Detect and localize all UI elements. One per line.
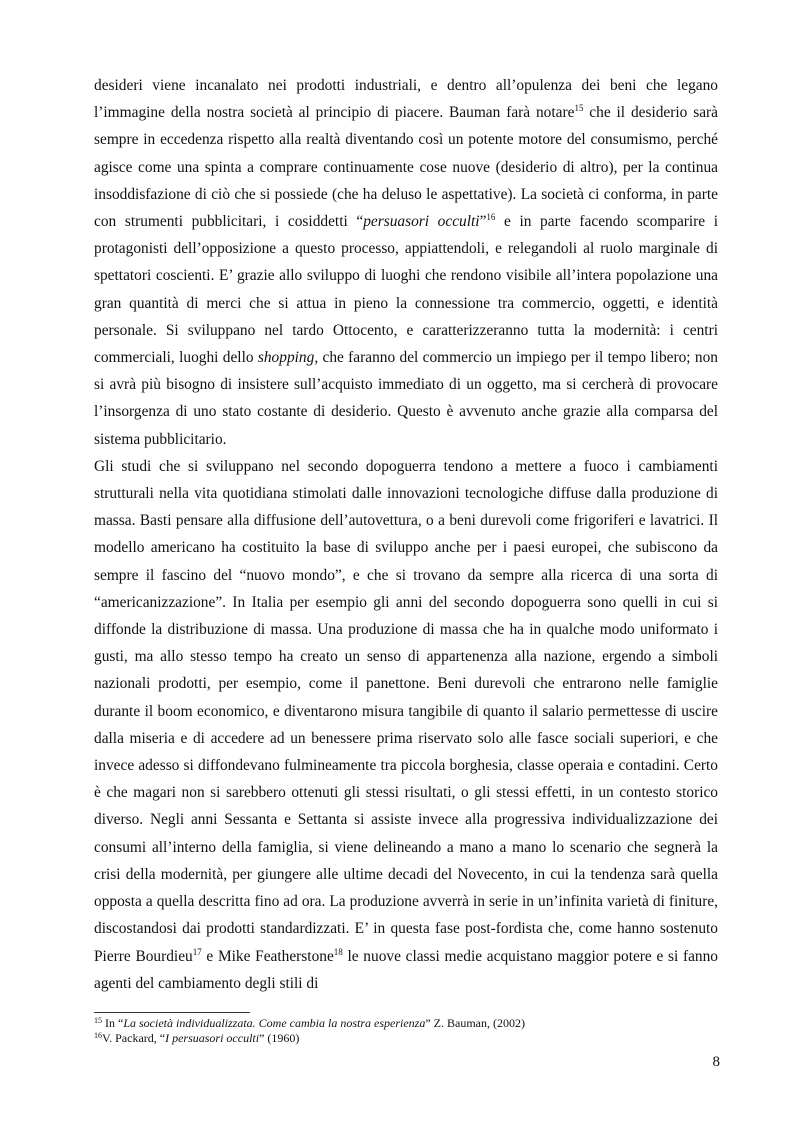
text-run: desideri viene incanalato nei prodotti industriali, e dentro all’opulenza dei beni che legano l’immagine della nostra società al principio di piacere. Bauman farà notare	[94, 77, 718, 122]
text-run: le nuove classi medie acquistano maggior potere e si fanno agenti del cambiamento degli stili di	[94, 947, 719, 992]
text-run: In “	[102, 1016, 124, 1030]
footnote-separator	[94, 1012, 250, 1013]
footnote-ref: 15	[94, 1016, 102, 1025]
italic-text: La società individualizzata. Come cambia la nostra esperienza	[123, 1016, 426, 1030]
text-run: e in parte facendo scomparire i protagonisti dell’opposizione a questo processo, appiattendoli, e relegandoli al ruolo marginale di spettatori coscienti. E’ grazie allo sviluppo di luoghi che rendono visibile all’intera popolazione una gran quantità di merci che si attua in pieno la connessione tra commercio, oggetti, e identità personale. Si sviluppano nel tardo Ottocento, e caratterizzeranno tutta la modernità: i centri commerciali, luoghi dello	[94, 213, 719, 367]
italic-text: shopping	[257, 349, 315, 367]
text-run: e Mike Featherstone	[201, 947, 334, 965]
text-run: ” (1960)	[259, 1031, 300, 1045]
footnote-ref: 18	[333, 946, 343, 957]
page-number: 8	[712, 1054, 720, 1070]
italic-text: I persuasori occulti	[165, 1031, 260, 1045]
footnote-ref: 15	[574, 103, 584, 114]
body-text	[94, 72, 718, 997]
italic-text: persuasori occulti	[363, 213, 480, 231]
paragraph	[94, 453, 718, 997]
text-run: , che faranno del commercio un impiego per il tempo libero; non si avrà più bisogno di insistere sull’acquisto immediato di un oggetto, ma si cercherà di provocare l’insorgenza di uno stato costante di desiderio. Questo è avvenuto anche grazie alla comparsa del sistema pubblicitario.	[94, 349, 718, 448]
footnote	[94, 1016, 718, 1031]
text-run: V. Packard, “	[102, 1031, 166, 1045]
footnote-ref: 16	[486, 212, 496, 223]
footnotes	[94, 1016, 718, 1046]
footnote	[94, 1031, 718, 1046]
footnote-ref: 16	[94, 1031, 102, 1040]
text-run: che il desiderio sarà sempre in eccedenza rispetto alla realtà diventando così un potente motore del consumismo, perché agisce come una spinta a comprare continuamente cose nuove (desiderio di altro), per la continua insoddisfazione di ciò che si possiede (che ha deluso le aspettative). La società ci conforma, in parte con strumenti pubblicitari, i cosiddetti “	[94, 104, 719, 231]
footnote-ref: 17	[192, 946, 202, 957]
text-run: Gli studi che si sviluppano nel secondo dopoguerra tendono a mettere a fuoco i cambiamenti strutturali nella vita quotidiana stimolati dalle innovazioni tecnologiche diffuse dalla produzione di massa. Basti pensare alla diffusione dell’autovettura, o a beni durevoli come frigoriferi e lavatrici. Il modello americano ha costituito la base di sviluppo anche per i paesi europei, che subiscono da sempre il fascino del “nuovo mondo”, e che si trovano da sempre alla ricerca di una sorta di “americanizzazione”. In Italia per esempio gli anni del secondo dopoguerra sono quelli in cui si diffonde la distribuzione di massa. Una produzione di massa che ha in qualche modo uniformato i gusti, ma allo stesso tempo ha creato un senso di appartenenza alla nazione, ergendo a simboli nazionali prodotti, per esempio, come il panettone. Beni durevoli che entrarono nelle famiglie durante il boom economico, e diventarono misura tangibile di quanto il salario permettesse di uscire dalla miseria e di accedere ad un benessere prima riservato solo alle fasce sociali superiori, e che invece adesso si diffondevano fulmineamente tra piccola borghesia, classe operaia e contadini. Certo è che magari non si sarebbero ottenuti gli stessi risultati, o gli stessi effetti, in un contesto storico diverso. Negli anni Sessanta e Settanta si assiste invece alla progressiva individualizzazione dei consumi all’interno della famiglia, si viene delineando a mano a mano lo scenario che segnerà la crisi della modernità, per giungere alle ultime decadi del Novecento, in cui la tendenza sarà quella opposta a quella descritta fino ad ora. La produzione avverrà in serie in un’infinita varietà di finiture, discostandosi dai prodotti standardizzati. E’ in questa fase post-fordista che, come hanno sostenuto Pierre Bourdieu	[94, 457, 718, 965]
text-run: ” Z. Bauman, (2002)	[425, 1016, 525, 1030]
paragraph	[94, 72, 718, 453]
text-run: ”	[479, 213, 487, 231]
